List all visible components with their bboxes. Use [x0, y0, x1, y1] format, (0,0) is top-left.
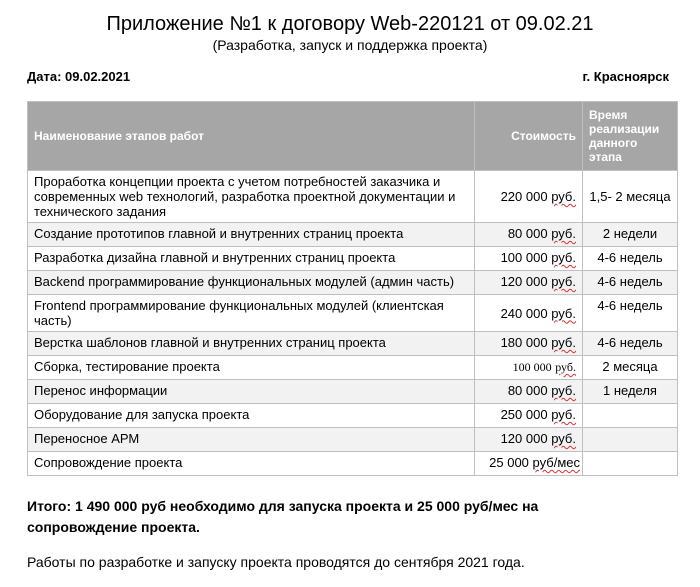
stage-duration: 4-6 недель [583, 271, 678, 295]
header-stage-name: Наименование этапов работ [28, 102, 475, 171]
cost-unit: руб. [551, 383, 576, 398]
table-row [28, 271, 678, 295]
stage-cost [475, 332, 583, 356]
stage-name: Оборудование для запуска проекта [28, 404, 475, 428]
stage-name: Сборка, тестирование проекта [28, 356, 475, 380]
cost-unit: руб. [551, 305, 576, 321]
stage-name: Создание прототипов главной и внутренних страниц проекта [28, 223, 475, 247]
cost-value: 100 000 [500, 250, 548, 265]
stage-cost [475, 247, 583, 271]
cost-unit: руб. [551, 407, 576, 422]
stage-duration: 4-6 недель [583, 295, 678, 332]
cost-unit: руб. [551, 189, 576, 204]
table-row [28, 356, 678, 380]
cost-unit: руб. [555, 360, 576, 374]
stage-name: Сопровождение проекта [28, 452, 475, 476]
stage-cost [475, 295, 583, 332]
stage-name: Перенос информации [28, 380, 475, 404]
table-row [28, 404, 678, 428]
table-row [28, 332, 678, 356]
stage-duration: 1 неделя [583, 380, 678, 404]
stage-name: Верстка шаблонов главной и внутренних страниц проекта [28, 332, 475, 356]
stage-name: Переносное АРМ [28, 428, 475, 452]
table-row [28, 452, 678, 476]
cost-unit: руб. [551, 226, 576, 241]
stage-cost [475, 171, 583, 223]
stages-table [27, 101, 678, 476]
stage-duration [583, 404, 678, 428]
stage-name-text: Backend программирование функциональных модулей (админ часть) [34, 274, 455, 289]
stage-duration [583, 428, 678, 452]
stage-name: Разработка дизайна главной и внутренних страниц проекта [28, 247, 475, 271]
stage-duration: 2 недели [583, 223, 678, 247]
stage-duration: 1,5- 2 месяца [583, 171, 678, 223]
table-header-row [28, 102, 678, 171]
stage-cost [475, 428, 583, 452]
stage-cost [475, 380, 583, 404]
stage-duration: 4-6 недель [583, 332, 678, 356]
cost-value: 80 000 [507, 383, 548, 398]
stage-cost [475, 452, 583, 476]
document-meta [27, 68, 669, 86]
document-date: Дата: 09.02.2021 [27, 69, 131, 84]
stage-duration: 2 месяца [583, 356, 678, 380]
table-row [28, 428, 678, 452]
document-subtitle: (Разработка, запуск и поддержка проекта) [212, 37, 488, 53]
table-row [28, 380, 678, 404]
header-duration: Время реализации данного этапа [583, 102, 678, 171]
cost-unit: руб. [551, 250, 576, 265]
document-title: Приложение №1 к договору Web-220121 от 09.02.21 [106, 13, 594, 35]
stage-name: Проработка концепции проекта с учетом потребностей заказчика и современных web технологий, разработка проектной документации и технического задания [28, 171, 475, 223]
table-row [28, 223, 678, 247]
stage-cost [475, 271, 583, 295]
cost-value: 180 000 [500, 335, 548, 350]
cost-value: 220 000 [500, 189, 548, 204]
stage-name: Frontend программирование функциональных модулей (клиентская часть) [28, 295, 475, 332]
total-summary: Итого: 1 490 000 руб необходимо для запуска проекта и 25 000 руб/мес на сопровождение проекта. [27, 498, 539, 535]
cost-unit: руб. [551, 431, 576, 446]
table-row [28, 295, 678, 332]
cost-value: 240 000 [500, 305, 548, 321]
header-cost: Стоимость [475, 102, 583, 171]
stage-duration: 4-6 недель [583, 247, 678, 271]
document-city: г. Красноярск [582, 69, 669, 84]
stage-cost [475, 356, 583, 380]
stage-cost [475, 223, 583, 247]
schedule-note: Работы по разработке и запуску проекта проводятся до сентября 2021 года. [27, 554, 525, 570]
cost-value: 120 000 [500, 431, 548, 446]
stage-cost [475, 404, 583, 428]
stage-duration [583, 452, 678, 476]
table-row [28, 247, 678, 271]
table-row [28, 171, 678, 223]
stage-name [28, 271, 475, 295]
cost-value: 250 000 [500, 407, 548, 422]
cost-unit: руб. [551, 274, 576, 289]
cost-unit: руб. [551, 335, 576, 350]
cost-value: 100 000 [512, 360, 552, 374]
cost-value: 25 000 [489, 455, 529, 470]
cost-unit: руб/мес [532, 455, 580, 470]
cost-value: 120 000 [500, 274, 548, 289]
cost-value: 80 000 [507, 226, 548, 241]
